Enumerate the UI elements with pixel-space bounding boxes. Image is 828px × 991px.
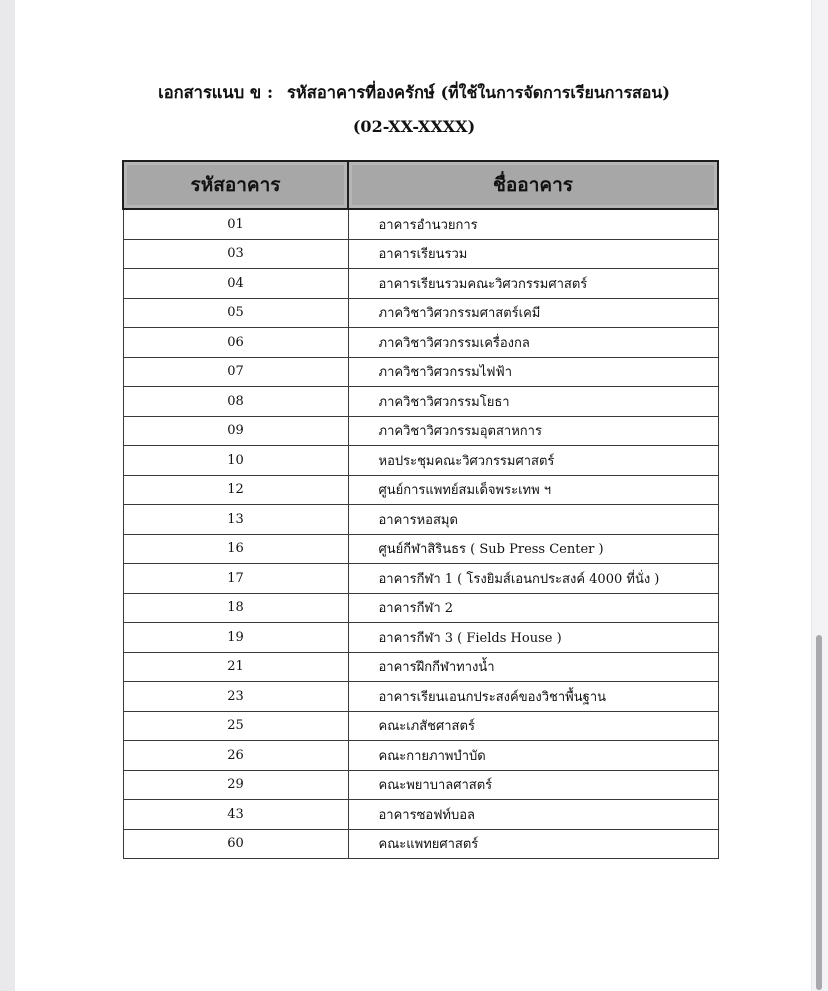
building-code-cell: 18: [123, 593, 348, 623]
building-name-cell: อาคารอำนวยการ: [348, 209, 718, 239]
table-row: [123, 387, 718, 417]
building-code-cell: 09: [123, 416, 348, 446]
building-code-cell: 04: [123, 269, 348, 299]
table-header-row: [123, 161, 718, 209]
building-code-cell: 19: [123, 623, 348, 653]
table-row: [123, 593, 718, 623]
building-code-cell: 03: [123, 239, 348, 269]
building-name-cell: ภาควิชาวิศวกรรมไฟฟ้า: [348, 357, 718, 387]
building-name-cell: อาคารกีฬา 1 ( โรงยิมส์เอนกประสงค์ 4000 ที่นั่ง ): [348, 564, 718, 594]
table-row: [123, 446, 718, 476]
building-code-cell: 60: [123, 829, 348, 859]
table-row: [123, 652, 718, 682]
building-code-cell: 23: [123, 682, 348, 712]
building-code-cell: 16: [123, 534, 348, 564]
column-header-name: ชื่ออาคาร: [348, 161, 718, 209]
table-row: [123, 564, 718, 594]
table-row: [123, 328, 718, 358]
heading-prefix: เอกสารแนบ ข :: [158, 83, 274, 102]
table-row: [123, 770, 718, 800]
table-row: [123, 209, 718, 239]
building-name-cell: อาคารฝึกกีฬาทางน้ำ: [348, 652, 718, 682]
table-row: [123, 239, 718, 269]
building-name-cell: อาคารเรียนเอนกประสงค์ของวิชาพื้นฐาน: [348, 682, 718, 712]
table-row: [123, 357, 718, 387]
building-name-cell: ภาควิชาวิศวกรรมเครื่องกล: [348, 328, 718, 358]
table-row: [123, 505, 718, 535]
building-code-cell: 10: [123, 446, 348, 476]
building-code-cell: 25: [123, 711, 348, 741]
building-code-cell: 21: [123, 652, 348, 682]
building-code-cell: 05: [123, 298, 348, 328]
building-name-cell: คณะกายภาพบำบัด: [348, 741, 718, 771]
vertical-scrollbar-thumb[interactable]: [816, 635, 822, 990]
table-row: [123, 711, 718, 741]
building-name-cell: หอประชุมคณะวิศวกรรมศาสตร์: [348, 446, 718, 476]
building-name-cell: ภาควิชาวิศวกรรมโยธา: [348, 387, 718, 417]
building-code-cell: 17: [123, 564, 348, 594]
building-code-cell: 12: [123, 475, 348, 505]
building-name-cell: ศูนย์การแพทย์สมเด็จพระเทพ ฯ: [348, 475, 718, 505]
building-name-cell: ภาควิชาวิศวกรรมอุตสาหการ: [348, 416, 718, 446]
building-name-cell: อาคารกีฬา 3 ( Fields House ): [348, 623, 718, 653]
table-row: [123, 534, 718, 564]
table-row: [123, 829, 718, 859]
building-name-cell: คณะแพทยศาสตร์: [348, 829, 718, 859]
building-code-cell: 01: [123, 209, 348, 239]
table-row: [123, 741, 718, 771]
building-name-cell: อาคารกีฬา 2: [348, 593, 718, 623]
table-body: [123, 209, 718, 859]
building-code-cell: 08: [123, 387, 348, 417]
building-code-cell: 29: [123, 770, 348, 800]
building-code-cell: 43: [123, 800, 348, 830]
building-name-cell: ภาควิชาวิศวกรรมศาสตร์เคมี: [348, 298, 718, 328]
building-code-cell: 13: [123, 505, 348, 535]
building-name-cell: อาคารเรียนรวม: [348, 239, 718, 269]
code-format-heading: (02-XX-XXXX): [352, 117, 476, 136]
building-name-cell: คณะพยาบาลศาสตร์: [348, 770, 718, 800]
heading-note: (ที่ใช้ในการจัดการเรียนการสอน): [440, 83, 670, 102]
table-row: [123, 800, 718, 830]
table-row: [123, 623, 718, 653]
table-row: [123, 269, 718, 299]
building-code-cell: 26: [123, 741, 348, 771]
table-row: [123, 298, 718, 328]
building-name-cell: อาคารหอสมุด: [348, 505, 718, 535]
building-name-cell: อาคารซอฟท์บอล: [348, 800, 718, 830]
table-row: [123, 416, 718, 446]
table-row: [123, 682, 718, 712]
document-heading: [0, 80, 828, 106]
building-name-cell: อาคารเรียนรวมคณะวิศวกรรมศาสตร์: [348, 269, 718, 299]
building-name-cell: คณะเภสัชศาสตร์: [348, 711, 718, 741]
column-header-code: รหัสอาคาร: [123, 161, 348, 209]
table-row: [123, 475, 718, 505]
building-code-table: [122, 160, 719, 859]
heading-title: รหัสอาคารที่องครักษ์: [287, 83, 435, 102]
building-name-cell: ศูนย์กีฬาสิรินธร ( Sub Press Center ): [348, 534, 718, 564]
building-code-cell: 07: [123, 357, 348, 387]
building-code-cell: 06: [123, 328, 348, 358]
